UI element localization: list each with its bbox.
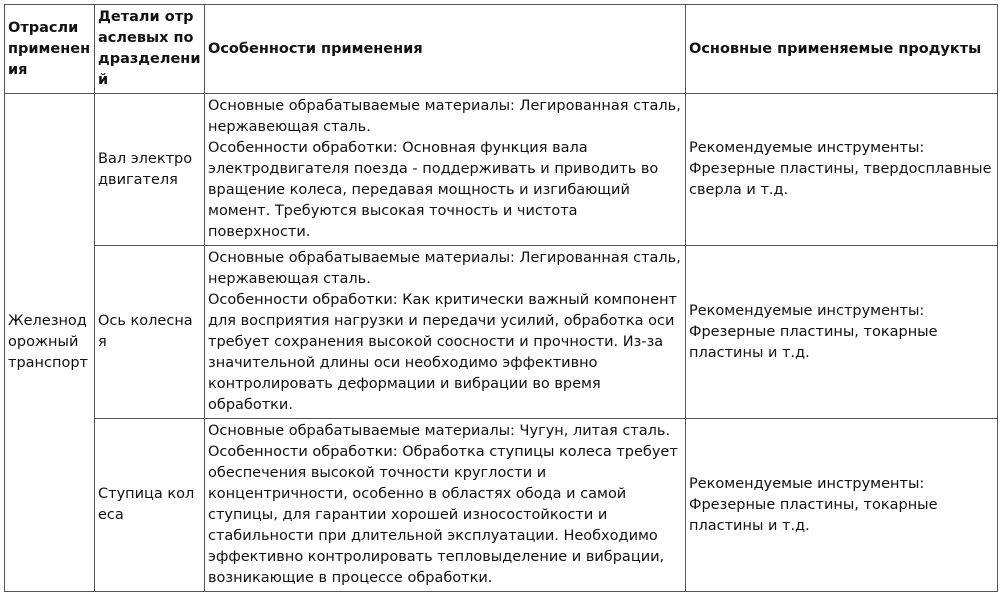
detail-cell: Вал электродвигателя [95,94,205,246]
processing-text: Особенности обработки: Как критически важный компонент для восприятия нагрузки и передачи усилий, обработка оси требует сохранения высокой соосности и прочности. Из-за значительной длины оси необходимо эффективно контролировать деформации и вибрации во время обработки. [208,292,677,413]
table-row [5,94,998,246]
features-cell [205,94,686,246]
materials-text: Основные обрабатываемые материалы: Легированная сталь, нержавеющая сталь. [208,250,681,287]
products-cell: Рекомендуемые инструменты: Фрезерные пластины, твердосплавные сверла и т.д. [686,94,998,246]
processing-text: Особенности обработки: Основная функция вала электродвигателя поезда - поддерживать и приводить во вращение колеса, передавая мощность и изгибающий момент. Требуются высокая точность и чистота поверхности. [208,140,659,240]
features-cell [205,246,686,419]
features-cell [205,419,686,592]
detail-cell: Ось колесная [95,246,205,419]
table-row [5,246,998,419]
header-row [5,5,998,94]
processing-text: Особенности обработки: Обработка ступицы колеса требует обеспечения высокой точности круглости и концентричности, особенно в областях обода и самой ступицы, для гарантии хорошей износостойкости и стабильности при длительной эксплуатации. Необходимо эффективно контролировать тепловыделение и вибрации, возникающие в процессе обработки. [208,444,678,586]
header-industry: Отрасли применения [5,5,95,94]
header-features: Особенности применения [205,5,686,94]
industry-cell: Железнодорожный транспорт [5,94,95,592]
table-row [5,419,998,592]
materials-text: Основные обрабатываемые материалы: Легированная сталь, нержавеющая сталь. [208,98,681,135]
materials-text: Основные обрабатываемые материалы: Чугун, литая сталь. [208,423,671,439]
header-products: Основные применяемые продукты [686,5,998,94]
products-cell: Рекомендуемые инструменты: Фрезерные пластины, токарные пластины и т.д. [686,246,998,419]
header-detail: Детали отраслевых подразделений [95,5,205,94]
detail-cell: Ступица колеса [95,419,205,592]
application-table [4,4,998,592]
products-cell: Рекомендуемые инструменты: Фрезерные пластины, токарные пластины и т.д. [686,419,998,592]
